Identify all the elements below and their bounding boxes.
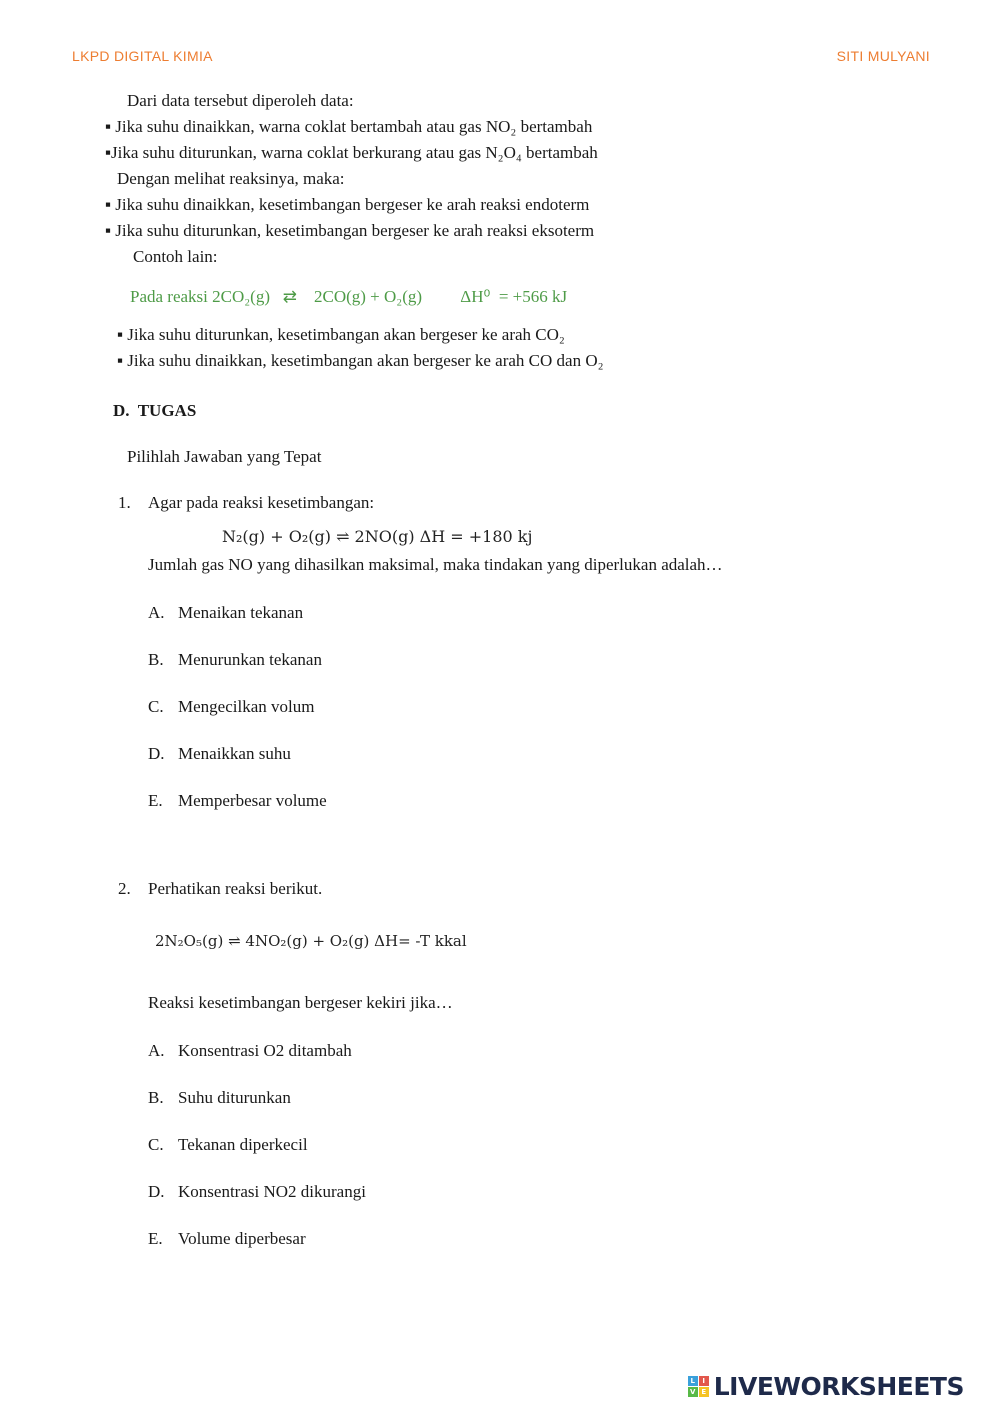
option-text: Menurunkan tekanan	[178, 650, 322, 669]
equation-image: N₂(g) + O₂(g) ⇌ 2NO(g) ΔH = +180 kj	[222, 527, 533, 546]
options-list	[105, 600, 930, 814]
option-row[interactable]	[105, 647, 930, 673]
brand-text: LIVEWORKSHEETS	[713, 1372, 964, 1401]
question-2	[105, 876, 930, 1252]
option-row[interactable]	[105, 788, 930, 814]
option-text: Konsentrasi NO2 dikurangi	[178, 1182, 366, 1201]
option-text: Tekanan diperkecil	[178, 1135, 308, 1154]
option-label: E.	[148, 1229, 163, 1248]
header-author: SITI MULYANI	[836, 48, 930, 64]
question-1	[105, 490, 930, 814]
equation-image: 2N₂O₅(g) ⇌ 4NO₂(g) + O₂(g) ΔH= -T kkal	[155, 932, 467, 950]
option-label: B.	[148, 1088, 164, 1107]
liveworksheets-logo[interactable]	[688, 1372, 964, 1401]
option-text: Suhu diturunkan	[178, 1088, 291, 1107]
option-label: E.	[148, 791, 163, 810]
question-heading	[105, 490, 930, 516]
options-list	[105, 1038, 930, 1252]
option-row[interactable]	[105, 1226, 930, 1252]
logo-letter: L	[688, 1376, 698, 1386]
intro-line: Dari data tersebut diperoleh data:	[127, 91, 354, 110]
bullet-item: ▪ Jika suhu diturunkan, kesetimbangan bergeser ke arah reaksi eksoterm	[105, 221, 595, 240]
melihat-line: Dengan melihat reaksinya, maka:	[117, 169, 345, 188]
option-label: D.	[148, 744, 165, 763]
bullet-item: ▪Jika suhu diturunkan, warna coklat berkurang atau gas N₂O₄ bertambah	[105, 143, 598, 162]
contoh-heading: Contoh lain:	[133, 247, 218, 266]
question-subtext: Reaksi kesetimbangan bergeser kekiri jika…	[148, 993, 453, 1012]
option-text: Volume diperbesar	[178, 1229, 306, 1248]
option-row[interactable]	[105, 741, 930, 767]
question-subtext: Jumlah gas NO yang dihasilkan maksimal, maka tindakan yang diperlukan adalah…	[148, 555, 723, 574]
question-number: 2.	[118, 879, 131, 898]
option-row[interactable]	[105, 694, 930, 720]
section-title-tugas: D. TUGAS	[113, 401, 197, 420]
question-text: Perhatikan reaksi berikut.	[148, 879, 323, 898]
bullet-item: ▪ Jika suhu dinaikkan, kesetimbangan akan bergeser ke arah CO dan O₂	[117, 351, 604, 370]
option-text: Menaikan tekanan	[178, 603, 304, 622]
option-label: C.	[148, 1135, 164, 1154]
option-row[interactable]	[105, 1085, 930, 1111]
logo-letter: V	[688, 1387, 698, 1397]
option-text: Mengecilkan volum	[178, 697, 315, 716]
bullet-item: ▪ Jika suhu dinaikkan, warna coklat bertambah atau gas NO₂ bertambah	[105, 117, 593, 136]
logo-letter: E	[699, 1387, 709, 1397]
example-equation: Pada reaksi 2CO₂(g) ⇄ 2CO(g) + O₂(g) ΔH⁰ = +566 kJ	[130, 287, 568, 306]
question-number: 1.	[118, 493, 131, 512]
option-text: Menaikkan suhu	[178, 744, 291, 763]
instruction-text: Pilihlah Jawaban yang Tepat	[127, 447, 322, 466]
liveworksheets-squares-icon	[688, 1376, 709, 1397]
option-label: B.	[148, 650, 164, 669]
option-text: Memperbesar volume	[178, 791, 327, 810]
option-row[interactable]	[105, 600, 930, 626]
option-label: C.	[148, 697, 164, 716]
question-text: Agar pada reaksi kesetimbangan:	[148, 493, 375, 512]
logo-letter: I	[699, 1376, 709, 1386]
header-title: LKPD DIGITAL KIMIA	[72, 48, 213, 64]
option-label: A.	[148, 603, 165, 622]
option-text: Konsentrasi O2 ditambah	[178, 1041, 352, 1060]
page-header	[0, 0, 1000, 64]
bullet-item: ▪ Jika suhu diturunkan, kesetimbangan akan bergeser ke arah CO₂	[117, 325, 565, 344]
question-heading	[105, 876, 930, 902]
option-label: A.	[148, 1041, 165, 1060]
option-label: D.	[148, 1182, 165, 1201]
option-row[interactable]	[105, 1038, 930, 1064]
worksheet-body	[0, 64, 1000, 1252]
option-row[interactable]	[105, 1179, 930, 1205]
bullet-item: ▪ Jika suhu dinaikkan, kesetimbangan bergeser ke arah reaksi endoterm	[105, 195, 590, 214]
option-row[interactable]	[105, 1132, 930, 1158]
